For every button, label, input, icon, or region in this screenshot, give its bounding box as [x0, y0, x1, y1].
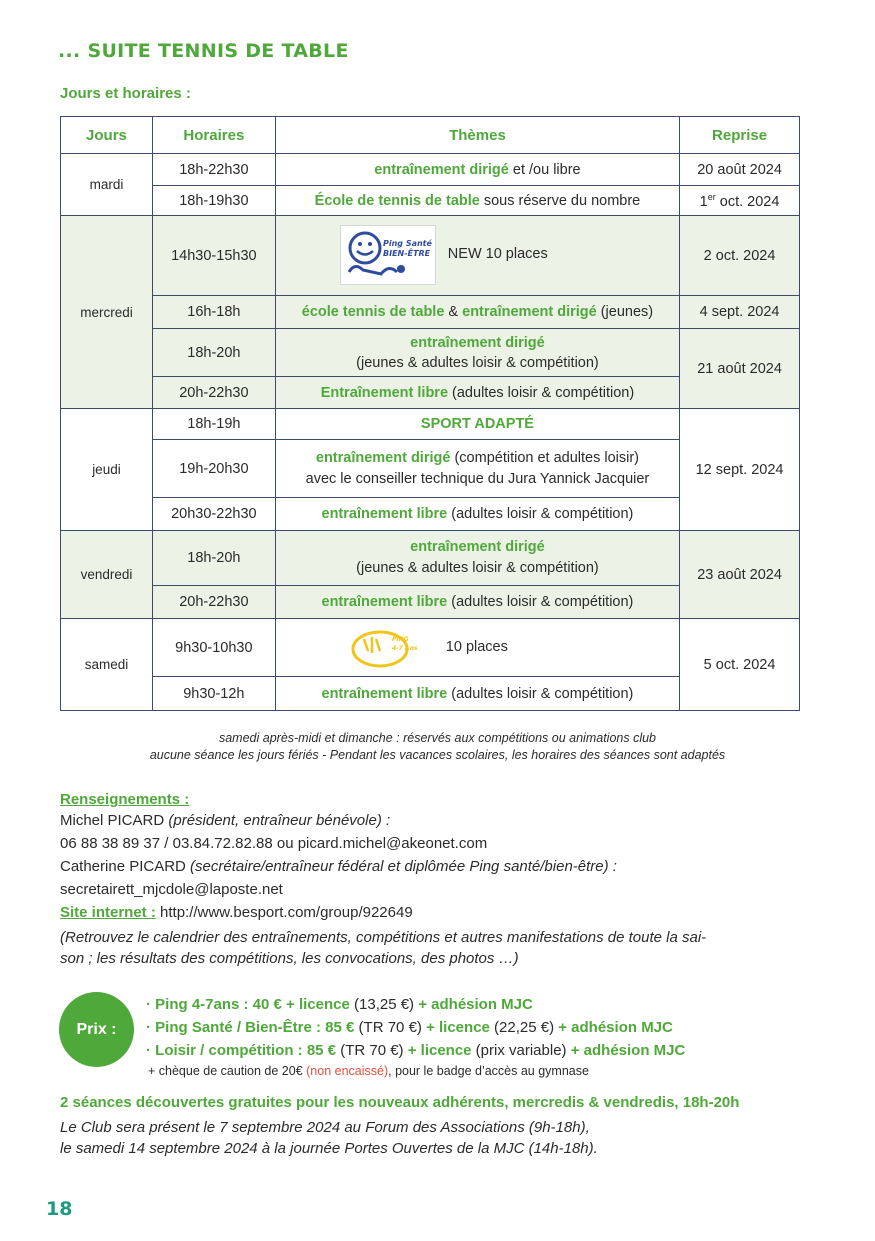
theme-cell: PING 4-7 Ans 10 places: [275, 619, 679, 677]
ping-4-7-icon: [350, 625, 426, 669]
time-cell: 16h-18h: [152, 296, 275, 329]
table-row: [61, 154, 800, 186]
theme-cell: entraînement libre (adultes loisir & compétition): [275, 586, 679, 619]
header-horaires: Horaires: [152, 117, 275, 154]
note-line-2: aucune séance les jours fériés - Pendant les vacances scolaires, les horaires des séances sont adaptés: [149, 748, 726, 762]
table-row: [61, 216, 800, 296]
theme-cell: entraînement dirigé (jeunes & adultes loisir & compétition): [275, 531, 679, 586]
time-cell: 18h-19h30: [152, 186, 275, 216]
schedule-table: [60, 116, 800, 711]
theme-cell: Ping Santé BIEN-ÊTRE NEW 10 places: [275, 216, 679, 296]
table-row: [61, 186, 800, 216]
note-line-1: samedi après-midi et dimanche : réservés aux compétitions ou animations club: [218, 731, 656, 745]
reprise-cell: 12 sept. 2024: [680, 409, 800, 531]
theme-cell: entraînement dirigé (jeunes & adultes loisir & compétition): [275, 329, 679, 377]
ping-sante-logo: [340, 225, 436, 285]
theme-cell: entraînement dirigé (compétition et adultes loisir) avec le conseiller technique du Jura Yannick Jacquier: [275, 440, 679, 498]
website-link[interactable]: http://www.besport.com/group/922649: [155, 904, 413, 921]
day-samedi: samedi: [61, 619, 153, 711]
time-cell: 18h-20h: [152, 531, 275, 586]
prix-badge: Prix :: [59, 992, 134, 1067]
prix-line-2: · Ping Santé / Bien-Être : 85 € (TR 70 €) + licence (22,25 €) + adhésion MJC: [146, 1019, 673, 1036]
reprise-cell: 23 août 2024: [680, 531, 800, 619]
contact-2: Catherine PICARD (secrétaire/entraîneur fédéral et diplômée Ping santé/bien-être) :: [60, 858, 617, 875]
svg-text:BIEN-ÊTRE: BIEN-ÊTRE: [382, 249, 430, 258]
reprise-cell: 5 oct. 2024: [680, 619, 800, 711]
ping-4-7-logo: [350, 625, 426, 669]
table-header-row: [61, 117, 800, 154]
contact-1: Michel PICARD (président, entraîneur bénévole) :: [60, 812, 391, 829]
table-row: [61, 296, 800, 329]
day-mardi: mardi: [61, 154, 153, 216]
time-cell: 18h-22h30: [152, 154, 275, 186]
reprise-cell: 1er oct. 2024: [680, 186, 800, 216]
theme-cell: école tennis de table & entraînement dirigé (jeunes): [275, 296, 679, 329]
svg-text:Ping Santé: Ping Santé: [382, 239, 432, 248]
theme-cell: École de tennis de table sous réserve du nombre: [275, 186, 679, 216]
decouverte-text: 2 séances découvertes gratuites pour les nouveaux adhérents, mercredis & vendredis, 18h-20h: [60, 1094, 740, 1111]
prix-line-1: · Ping 4-7ans : 40 € + licence (13,25 €) + adhésion MJC: [146, 996, 533, 1013]
svg-text:PING: PING: [391, 636, 409, 643]
page-title: ... SUITE TENNIS DE TABLE: [58, 40, 349, 62]
prix-line-3: · Loisir / compétition : 85 € (TR 70 €) + licence (prix variable) + adhésion MJC: [146, 1042, 686, 1059]
day-vendredi: vendredi: [61, 531, 153, 619]
prix-line-4: + chèque de caution de 20€ (non encaissé), pour le badge d’accès au gymnase: [148, 1064, 589, 1078]
time-cell: 18h-19h: [152, 409, 275, 440]
forum-line-1: Le Club sera présent le 7 septembre 2024 au Forum des Associations (9h-18h),: [60, 1119, 590, 1136]
theme-cell: entraînement libre (adultes loisir & compétition): [275, 677, 679, 711]
section-subtitle: Jours et horaires :: [60, 85, 191, 102]
table-row: [61, 329, 800, 377]
reprise-cell: 2 oct. 2024: [680, 216, 800, 296]
theme-cell: entraînement dirigé et /ou libre: [275, 154, 679, 186]
header-themes: Thèmes: [275, 117, 679, 154]
day-jeudi: jeudi: [61, 409, 153, 531]
forum-line-2: le samedi 14 septembre 2024 à la journée Portes Ouvertes de la MJC (14h-18h).: [60, 1140, 598, 1157]
info-heading: Renseignements :: [60, 791, 190, 808]
theme-cell: entraînement libre (adultes loisir & compétition): [275, 498, 679, 531]
page-number: 18: [46, 1198, 73, 1220]
reprise-cell: 21 août 2024: [680, 329, 800, 409]
reprise-cell: 20 août 2024: [680, 154, 800, 186]
table-row: [61, 531, 800, 586]
time-cell: 9h30-12h: [152, 677, 275, 711]
table-row: [61, 409, 800, 440]
time-cell: 19h-20h30: [152, 440, 275, 498]
website: Site internet : http://www.besport.com/group/922649: [60, 904, 413, 921]
time-cell: 9h30-10h30: [152, 619, 275, 677]
time-cell: 18h-20h: [152, 329, 275, 377]
contact-1-details: 06 88 38 89 37 / 03.84.72.82.88 ou picard.michel@akeonet.com: [60, 835, 488, 852]
header-jours: Jours: [61, 117, 153, 154]
time-cell: 14h30-15h30: [152, 216, 275, 296]
theme-cell: Entraînement libre (adultes loisir & compétition): [275, 377, 679, 409]
ping-sante-icon: [341, 226, 435, 284]
contact-2-email[interactable]: secretairett_mjcdole@laposte.net: [60, 881, 283, 898]
theme-cell: SPORT ADAPTÉ: [275, 409, 679, 440]
header-reprise: Reprise: [680, 117, 800, 154]
time-cell: 20h-22h30: [152, 377, 275, 409]
time-cell: 20h-22h30: [152, 586, 275, 619]
retrouvez-line-1: (Retrouvez le calendrier des entraînements, compétitions et autres manifestations de toute la sai-: [60, 929, 707, 946]
svg-text:4-7 Ans: 4-7 Ans: [391, 645, 418, 652]
reprise-cell: 4 sept. 2024: [680, 296, 800, 329]
retrouvez-line-2: son ; les résultats des compétitions, les convocations, des photos …): [60, 950, 519, 967]
day-mercredi: mercredi: [61, 216, 153, 409]
table-row: [61, 619, 800, 677]
time-cell: 20h30-22h30: [152, 498, 275, 531]
